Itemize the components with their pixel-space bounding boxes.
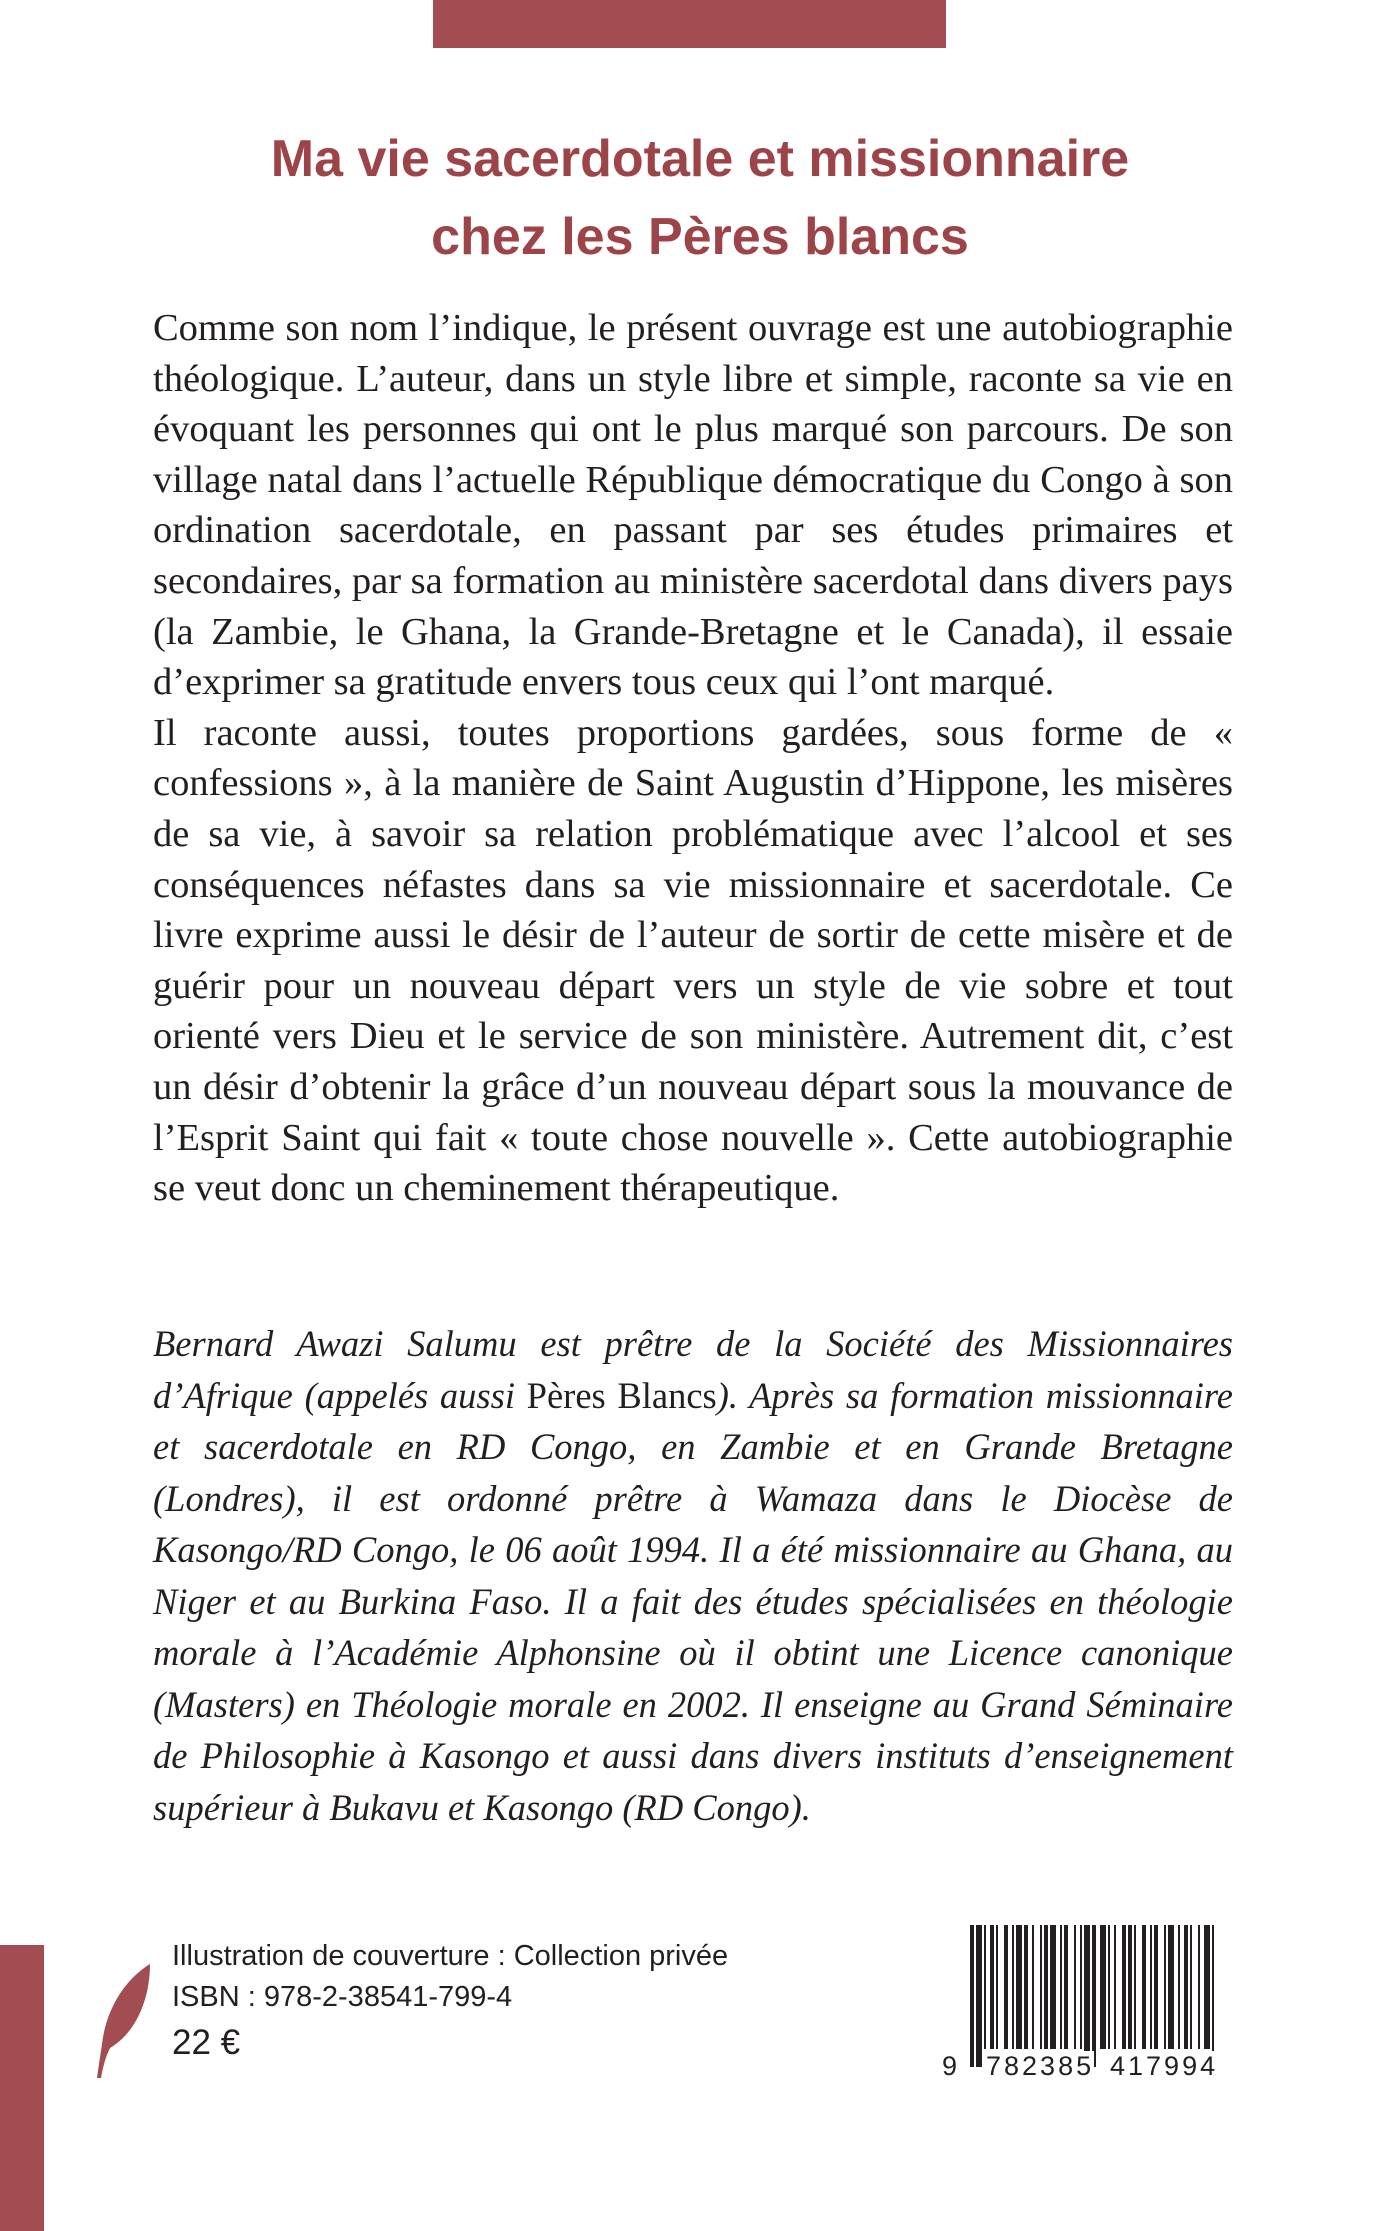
barcode-bar <box>1142 1925 1146 2049</box>
barcode-bar <box>1012 1925 1014 2049</box>
barcode-bar <box>996 1925 998 2049</box>
barcode-bar <box>984 1925 986 2049</box>
barcode-bar <box>1092 1925 1096 2067</box>
barcode-bar <box>1108 1925 1110 2049</box>
barcode-bar <box>1004 1925 1008 2049</box>
barcode-bar <box>1198 1925 1200 2049</box>
feather-icon <box>94 1962 156 2080</box>
barcode-bar <box>1150 1925 1152 2049</box>
barcode-bar <box>1024 1925 1028 2049</box>
barcode-bar <box>1060 1925 1062 2049</box>
barcode-bar <box>1084 1925 1090 2067</box>
barcode-bar <box>1154 1925 1158 2049</box>
author-bio-part-1: Bernard Awazi Salumu est prêtre de la Société des Missionnaires d’Afrique (appelés aussi <box>153 1323 1233 1416</box>
barcode-bar <box>1178 1925 1180 2049</box>
book-title-line-1: Ma vie sacerdotale et missionnaire <box>270 130 1130 188</box>
barcode-bar <box>1044 1925 1048 2049</box>
author-bio-peres-blancs: Pères Blancs <box>526 1374 717 1416</box>
barcode-bar <box>1032 1925 1034 2049</box>
barcode-bar <box>990 1925 994 2049</box>
barcode-digit-first: 9 <box>942 2051 958 2081</box>
barcode-bar <box>1050 1925 1056 2049</box>
barcode-bar <box>1168 1925 1174 2049</box>
barcode-bar <box>1134 1925 1136 2049</box>
barcode-bar <box>1040 1925 1042 2049</box>
barcode-bar <box>1122 1925 1126 2049</box>
barcode-group-right: 417994 <box>1110 2051 1219 2081</box>
summary-text <box>153 303 1233 1214</box>
barcode-bar <box>1184 1925 1188 2049</box>
price: 22 € <box>172 2023 241 2062</box>
barcode-bar <box>1080 1925 1082 2049</box>
barcode-bar <box>1190 1925 1192 2049</box>
author-bio <box>153 1318 1233 1833</box>
isbn: ISBN : 978-2-38541-799-4 <box>172 1981 513 2013</box>
barcode <box>942 1925 1227 2083</box>
barcode-bar <box>1100 1925 1106 2049</box>
barcode-bar <box>1164 1925 1166 2049</box>
side-accent-band <box>0 1945 44 2231</box>
barcode-bar <box>1204 1925 1210 2049</box>
summary-paragraph-1: Comme son nom l’indique, le présent ouvrage est une autobiographie théologique. L’auteur, dans un style libre et simple, raconte sa vie en évoquant les personnes qui ont le plus marqué son parcours. De son village natal dans l’actuelle République démocratique du Congo à son ordination sacerdotale, en passant par ses études primaires et secondaires, par sa formation au ministère sacerdotal dans divers pays (la Zambie, le Ghana, la Grande-Bretagne et le Canada), il essaie d’exprimer sa gratitude envers tous ceux qui l’ont marqué. <box>153 307 1233 704</box>
barcode-group-left: 782385 <box>986 2051 1095 2081</box>
barcode-bar <box>970 1925 974 2067</box>
barcode-bar <box>976 1925 982 2067</box>
author-bio-part-2: ). Après sa formation missionnaire et sacerdotale en RD Congo, en Zambie et en Grande Bretagne (Londres), il est ordonné prêtre à Wamaza dans le Diocèse de Kasongo/RD Congo, le 06 août 1994. Il a été missionnaire au Ghana, au Niger et au Burkina Faso. Il a fait des études spécialisées en théologie morale à l’Académie Alphonsine où il obtint une Licence canonique (Masters) en Théologie morale en 2002. Il enseigne au Grand Séminaire de Philosophie à Kasongo et aussi dans divers instituts d’enseignement supérieur à Bukavu et Kasongo (RD Congo). <box>153 1374 1233 1828</box>
top-accent-band <box>433 0 946 48</box>
barcode-bar <box>1128 1925 1132 2049</box>
illustration-credit: Illustration de couverture : Collection privée <box>172 1940 729 1972</box>
barcode-bar <box>1064 1925 1068 2049</box>
barcode-bar <box>1212 1925 1214 2067</box>
barcode-bar <box>1074 1925 1076 2049</box>
barcode-bar <box>1114 1925 1116 2049</box>
book-title <box>100 120 1300 276</box>
book-title-line-2: chez les Pères blancs <box>431 208 969 266</box>
summary-paragraph-2: Il raconte aussi, toutes proportions gardées, sous forme de « confessions », à la manière de Saint Augustin d’Hippone, les misères de sa vie, à savoir sa relation problématique avec l’alcool et ses conséquences néfastes dans sa vie missionnaire et sacerdotale. Ce livre exprime aussi le désir de l’auteur de sortir de cette misère et de guérir pour un nouveau départ vers un style de vie sobre et tout orienté vers Dieu et le service de son ministère. Autrement dit, c’est un désir d’obtenir la grâce d’un nouveau départ sous la mouvance de l’Esprit Saint qui fait « toute chose nouvelle ». Cette autobiographie se veut donc un cheminement thérapeutique. <box>153 711 1233 1210</box>
barcode-bar <box>1016 1925 1022 2049</box>
publication-info <box>172 1936 728 2066</box>
